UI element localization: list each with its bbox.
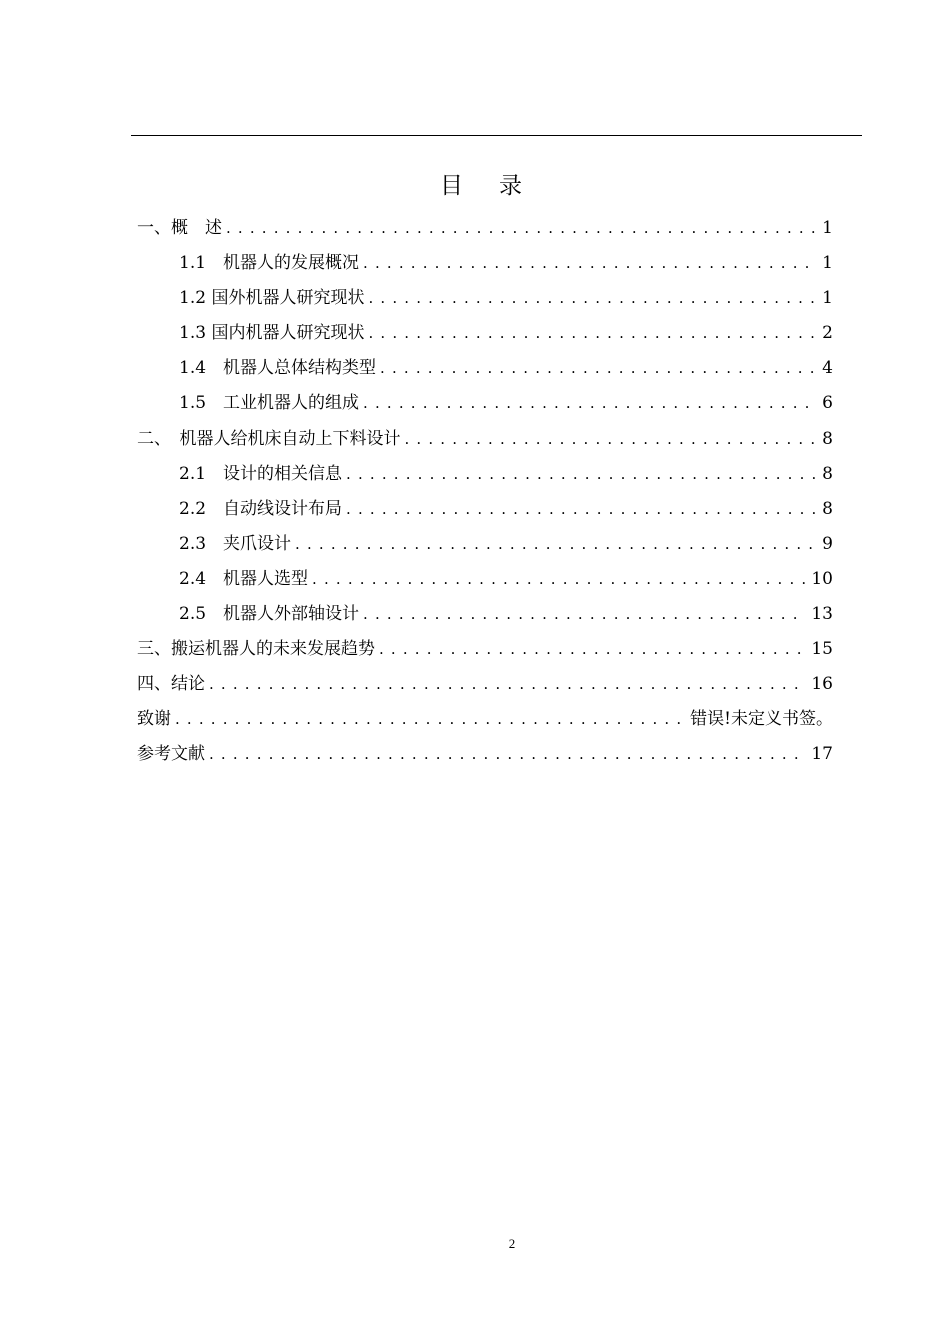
toc-entry-page: 8 <box>822 463 833 484</box>
toc-entry[interactable] <box>137 492 833 527</box>
toc-entry-label: 致谢 <box>137 709 171 730</box>
toc-entry-label: 二、 机器人给机床自动上下料设计 <box>137 428 401 449</box>
toc-entry[interactable] <box>137 211 833 246</box>
toc-leader-dots <box>209 667 805 702</box>
toc-entry-label: 2.1 设计的相关信息 <box>179 463 343 484</box>
toc-entry[interactable] <box>137 457 833 492</box>
toc-leader-dots <box>368 281 815 316</box>
toc-leader-dots <box>346 492 815 527</box>
toc-entry-label: 1.5 工业机器人的组成 <box>179 393 360 414</box>
toc-leader-dots <box>175 702 684 737</box>
toc-entry[interactable] <box>137 562 833 597</box>
toc-entry[interactable] <box>137 246 833 281</box>
toc-entry[interactable] <box>137 386 833 421</box>
toc-entry-label: 三、搬运机器人的未来发展趋势 <box>137 639 375 660</box>
toc-entry[interactable] <box>137 281 833 316</box>
table-of-contents <box>137 211 833 773</box>
toc-leader-dots <box>363 246 815 281</box>
header-rule <box>131 135 862 136</box>
toc-entry-page: 2 <box>822 323 833 344</box>
toc-entry[interactable] <box>137 632 833 667</box>
toc-entry[interactable] <box>137 597 833 632</box>
toc-entry-page: 1 <box>822 218 833 238</box>
toc-entry-page: 16 <box>811 674 833 695</box>
toc-entry-label: 2.3 夹爪设计 <box>179 533 292 554</box>
toc-entry-label: 1.3 国内机器人研究现状 <box>179 323 365 344</box>
toc-leader-dots <box>379 632 805 667</box>
page-number: 2 <box>508 1236 516 1251</box>
toc-title: 目录 <box>440 173 558 199</box>
toc-leader-dots <box>312 562 805 597</box>
toc-entry-page: 1 <box>822 288 833 309</box>
toc-entry-page: 错误!未定义书签。 <box>690 709 833 730</box>
toc-entry-label: 参考文献 <box>137 744 205 765</box>
toc-leader-dots <box>226 211 815 246</box>
toc-entry-page: 1 <box>822 253 833 274</box>
toc-entry-label: 1.2 国外机器人研究现状 <box>179 288 365 309</box>
toc-entry-page: 4 <box>822 358 833 379</box>
toc-entry-label: 2.4 机器人选型 <box>179 568 309 589</box>
toc-entry-page: 9 <box>822 533 833 554</box>
toc-entry-label: 一、概 述 <box>137 218 222 238</box>
toc-entry[interactable] <box>137 422 833 457</box>
toc-entry-page: 17 <box>811 744 833 765</box>
toc-entry-page: 15 <box>811 639 833 660</box>
toc-entry[interactable] <box>137 667 833 702</box>
toc-leader-dots <box>380 351 815 386</box>
toc-entry-page: 8 <box>822 498 833 519</box>
toc-entry-label: 2.2 自动线设计布局 <box>179 498 343 519</box>
toc-leader-dots <box>363 597 805 632</box>
toc-leader-dots <box>368 316 815 351</box>
toc-entry-label: 1.4 机器人总体结构类型 <box>179 358 377 379</box>
toc-entry-label: 2.5 机器人外部轴设计 <box>179 604 360 625</box>
toc-entry[interactable] <box>137 702 833 737</box>
toc-leader-dots <box>209 737 805 772</box>
toc-entry-page: 6 <box>822 393 833 414</box>
toc-leader-dots <box>405 422 816 457</box>
toc-leader-dots <box>346 457 815 492</box>
toc-leader-dots <box>363 386 815 421</box>
toc-entry[interactable] <box>137 316 833 351</box>
toc-entry-page: 8 <box>822 428 833 449</box>
toc-entry-page: 13 <box>811 604 833 625</box>
toc-entry[interactable] <box>137 527 833 562</box>
toc-leader-dots <box>295 527 815 562</box>
toc-entry[interactable] <box>137 737 833 772</box>
toc-entry-page: 10 <box>811 568 833 589</box>
toc-entry-label: 1.1 机器人的发展概况 <box>179 253 360 274</box>
toc-entry[interactable] <box>137 351 833 386</box>
toc-entry-label: 四、结论 <box>137 674 205 695</box>
